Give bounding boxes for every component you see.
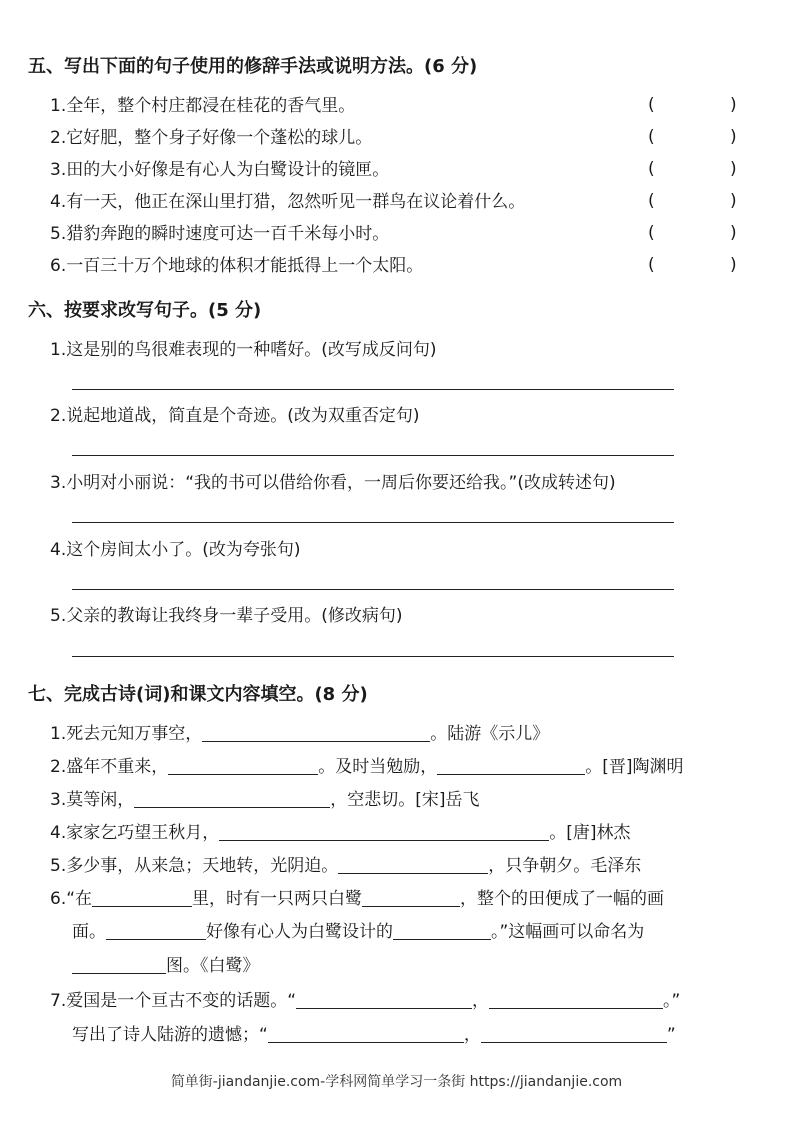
close-paren: ) [730, 95, 737, 115]
fill-blank[interactable] [268, 1026, 464, 1043]
text: 5.多少事，从来急；天地转，光阴迫。 [50, 856, 339, 876]
text: 图。《白鹭》 [166, 956, 260, 976]
section-7-title: 七、完成古诗(词)和课文内容填空。(8 分) [28, 684, 368, 705]
sec6-item-3: 3.小明对小丽说：“我的书可以借给你看，一周后你要还给我。”(改成转述句) [50, 473, 616, 493]
answer-paren-5[interactable] [648, 223, 737, 243]
answer-line-5[interactable] [72, 656, 674, 657]
text: 。[晋]陶渊明 [585, 757, 684, 777]
answer-line-4[interactable] [72, 589, 674, 590]
text: 。”这幅画可以命名为 [491, 922, 645, 942]
sec7-item-6-line-1 [50, 888, 664, 910]
answer-line-3[interactable] [72, 522, 674, 523]
answer-paren-4[interactable] [648, 191, 737, 211]
fill-blank[interactable] [481, 1026, 667, 1043]
answer-line-2[interactable] [72, 455, 674, 456]
close-paren: ) [730, 191, 737, 211]
fill-blank[interactable] [296, 992, 472, 1009]
answer-paren-1[interactable] [648, 95, 737, 115]
sec7-item-4 [50, 822, 631, 844]
text: 。[唐]林杰 [549, 823, 631, 843]
close-paren: ) [730, 127, 737, 147]
fill-blank[interactable] [393, 923, 491, 940]
fill-blank[interactable] [168, 758, 318, 775]
text: 4.家家乞巧望王秋月， [50, 823, 220, 843]
sec6-item-2: 2.说起地道战，简直是个奇迹。(改为双重否定句) [50, 406, 420, 426]
text: 1.死去元知万事空， [50, 724, 203, 744]
text: 。” [663, 991, 681, 1011]
footer-watermark: 简单街-jiandanjie.com-学科网简单学习一条街 https://jiandanjie.com [170, 1074, 623, 1090]
text: 。及时当勉励， [318, 757, 438, 777]
sec7-item-6-line-3 [72, 955, 260, 977]
sec6-item-1: 1.这是别的鸟很难表现的一种嗜好。(改写成反问句) [50, 340, 437, 360]
sec7-item-7-line-2 [72, 1024, 676, 1046]
answer-paren-3[interactable] [648, 159, 737, 179]
fill-blank[interactable] [219, 824, 549, 841]
fill-blank[interactable] [92, 890, 192, 907]
sec5-item-3: 3.田的大小好像是有心人为白鹭设计的镜匣。 [50, 160, 390, 180]
text: 好像有心人为白鹭设计的 [206, 922, 393, 942]
sec7-item-1 [50, 723, 549, 745]
sec5-item-2: 2.它好肥，整个身子好像一个蓬松的球儿。 [50, 128, 373, 148]
open-paren: ( [648, 95, 655, 115]
fill-blank[interactable] [362, 890, 460, 907]
text: ” [666, 1025, 676, 1045]
close-paren: ) [730, 255, 737, 275]
answer-paren-6[interactable] [648, 255, 737, 275]
sec7-item-5 [50, 855, 641, 877]
sec5-item-1: 1.全年，整个村庄都浸在桂花的香气里。 [50, 96, 356, 116]
text: 2.盛年不重来， [50, 757, 169, 777]
answer-paren-2[interactable] [648, 127, 737, 147]
open-paren: ( [648, 191, 655, 211]
sec7-item-3 [50, 789, 480, 811]
text: 7.爱国是一个亘古不变的话题。“ [50, 991, 297, 1011]
text: 。陆游《示儿》 [430, 724, 550, 744]
fill-blank[interactable] [106, 923, 206, 940]
sec7-item-6-line-2 [72, 921, 644, 943]
text: 里，时有一只两只白鹭 [192, 889, 363, 909]
sec5-item-5: 5.猎豹奔跑的瞬时速度可达一百千米每小时。 [50, 224, 390, 244]
close-paren: ) [730, 223, 737, 243]
open-paren: ( [648, 159, 655, 179]
text: 面。 [72, 922, 106, 942]
open-paren: ( [648, 255, 655, 275]
fill-blank[interactable] [134, 791, 330, 808]
text: ， [463, 1025, 481, 1045]
close-paren: ) [730, 159, 737, 179]
sec5-item-6: 6.一百三十万个地球的体积才能抵得上一个太阳。 [50, 256, 424, 276]
text: ，空悲切。[宋]岳飞 [330, 790, 480, 810]
sec5-item-4: 4.有一天，他正在深山里打猎，忽然听见一群鸟在议论着什么。 [50, 192, 526, 212]
text: 写出了诗人陆游的遗憾；“ [72, 1025, 268, 1045]
text: ，只争朝夕。毛泽东 [488, 856, 642, 876]
fill-blank[interactable] [72, 957, 166, 974]
text: ， [472, 991, 490, 1011]
fill-blank[interactable] [202, 725, 430, 742]
sec6-item-5: 5.父亲的教诲让我终身一辈子受用。(修改病句) [50, 606, 403, 626]
open-paren: ( [648, 223, 655, 243]
sec7-item-2 [50, 756, 684, 778]
fill-blank[interactable] [489, 992, 663, 1009]
sec6-item-4: 4.这个房间太小了。(改为夸张句) [50, 540, 301, 560]
text: 6.“在 [50, 889, 93, 909]
text: 3.莫等闲， [50, 790, 135, 810]
fill-blank[interactable] [437, 758, 585, 775]
sec7-item-7-line-1 [50, 990, 680, 1012]
section-6-title: 六、按要求改写句子。(5 分) [28, 300, 262, 321]
open-paren: ( [648, 127, 655, 147]
section-5-title: 五、写出下面的句子使用的修辞手法或说明方法。(6 分) [28, 56, 478, 77]
text: ，整个的田便成了一幅的画 [460, 889, 665, 909]
answer-line-1[interactable] [72, 389, 674, 390]
fill-blank[interactable] [338, 857, 488, 874]
